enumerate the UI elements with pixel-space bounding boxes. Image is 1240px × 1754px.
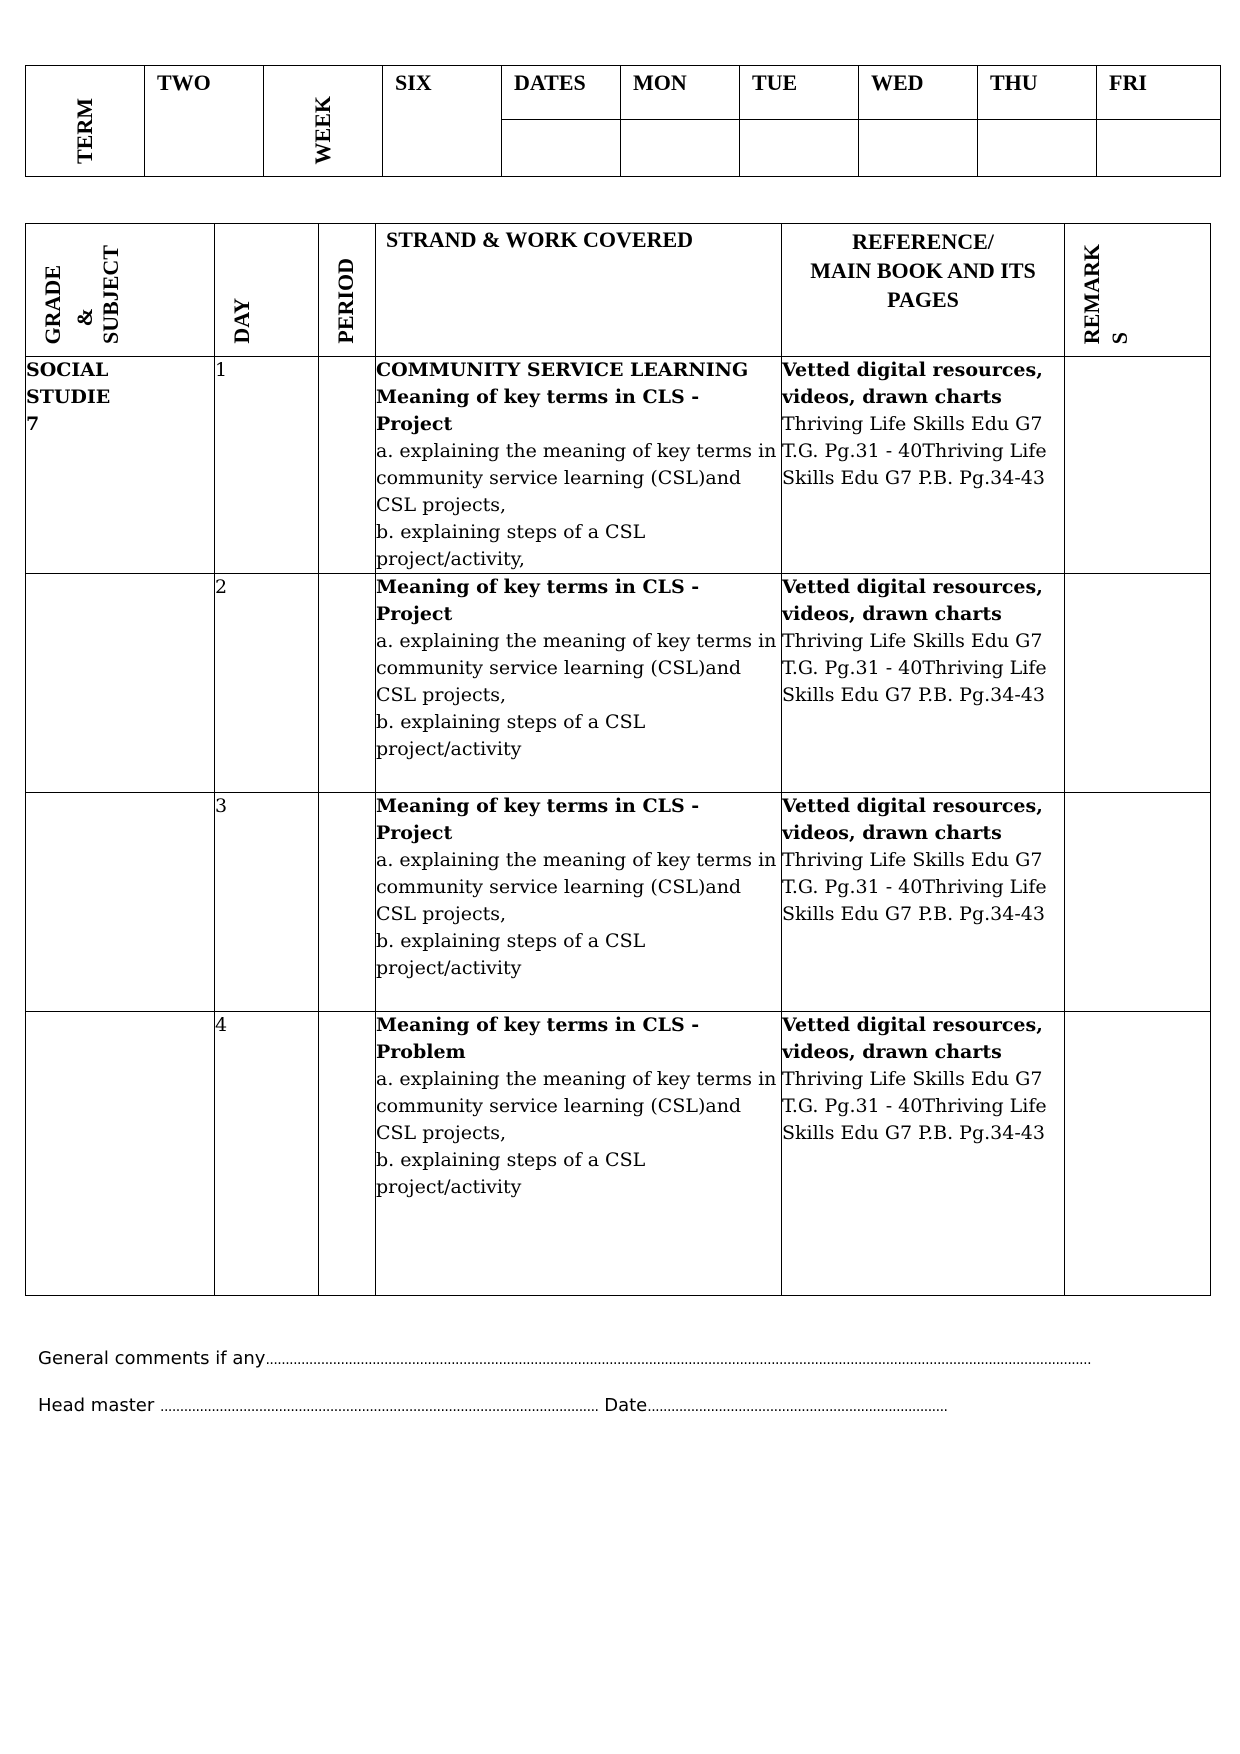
- day-header-mon: MON: [621, 66, 740, 120]
- reference-header: [782, 224, 1065, 357]
- date-entry-fri[interactable]: [1097, 120, 1221, 177]
- ref-books: Thriving Life Skills Edu G7 T.G. Pg.31 - 40Thriving Life Skills Edu G7 P.B. Pg.34-43: [782, 1068, 1047, 1144]
- subject-cell: [26, 357, 215, 574]
- dates-entry-cell[interactable]: [502, 120, 621, 177]
- detail-a: a. explaining the meaning of key terms in community service learning (CSL)and CSL projects,: [376, 440, 777, 516]
- head-master-label: Head master: [38, 1395, 155, 1416]
- day-header-fri: FRI: [1097, 66, 1221, 120]
- subject-line3: 7: [26, 413, 40, 435]
- strand-cell: [376, 357, 782, 574]
- week-value: SIX: [383, 66, 502, 177]
- term-week-table: [25, 65, 1221, 177]
- table-row: [26, 1012, 1211, 1296]
- day-cell: 3: [215, 793, 319, 1012]
- date-entry-thu[interactable]: [978, 120, 1097, 177]
- day-header-wed: WED: [859, 66, 978, 120]
- date-entry-wed[interactable]: [859, 120, 978, 177]
- subject-line2: STUDIE: [26, 386, 111, 408]
- ref-resources: Vetted digital resources, videos, drawn charts: [782, 576, 1043, 625]
- head-master-line: [38, 1395, 947, 1416]
- strand-header-text: STRAND & WORK COVERED: [386, 227, 694, 252]
- table-row: [26, 357, 1211, 574]
- strand-cell: [376, 793, 782, 1012]
- period-cell[interactable]: [319, 574, 376, 793]
- day-cell: 1: [215, 357, 319, 574]
- remarks-header-line2: S: [1107, 331, 1132, 344]
- dates-label: DATES: [502, 66, 621, 120]
- remarks-cell[interactable]: [1065, 1012, 1211, 1296]
- detail-a: a. explaining the meaning of key terms in community service learning (CSL)and CSL projects,: [376, 630, 777, 706]
- grade-header-text: GRADE: [40, 264, 65, 344]
- ref-books: Thriving Life Skills Edu G7 T.G. Pg.31 - 40Thriving Life Skills Edu G7 P.B. Pg.34-43: [782, 413, 1047, 489]
- reference-cell: [782, 574, 1065, 793]
- day-cell: 4: [215, 1012, 319, 1296]
- subject-cell: [26, 793, 215, 1012]
- strand-cell: [376, 574, 782, 793]
- remarks-header-line1: REMARK: [1079, 243, 1104, 344]
- period-cell[interactable]: [319, 357, 376, 574]
- reference-header-line1: REFERENCE/: [852, 229, 994, 254]
- topic-line: Meaning of key terms in CLS -: [376, 386, 700, 408]
- topic-line: Meaning of key terms in CLS -: [376, 795, 700, 817]
- day-header: [215, 224, 319, 357]
- topic-line2: Project: [376, 603, 453, 625]
- detail-b: b. explaining steps of a CSL project/activity: [376, 1149, 646, 1198]
- date-entry-tue[interactable]: [740, 120, 859, 177]
- topic-line2: Project: [376, 413, 453, 435]
- ref-books: Thriving Life Skills Edu G7 T.G. Pg.31 - 40Thriving Life Skills Edu G7 P.B. Pg.34-43: [782, 849, 1047, 925]
- detail-a: a. explaining the meaning of key terms in community service learning (CSL)and CSL projects,: [376, 849, 777, 925]
- date-entry-mon[interactable]: [621, 120, 740, 177]
- scheme-of-work-table: [25, 223, 1211, 1296]
- subject-cell: [26, 1012, 215, 1296]
- day-cell: 2: [215, 574, 319, 793]
- strand-cell: [376, 1012, 782, 1296]
- strand-heading: COMMUNITY SERVICE LEARNING: [376, 359, 749, 381]
- day-header-thu: THU: [978, 66, 1097, 120]
- topic-line2: Problem: [376, 1041, 466, 1063]
- reference-cell: [782, 1012, 1065, 1296]
- reference-header-line2: MAIN BOOK AND ITS: [810, 258, 1036, 283]
- ref-resources: Vetted digital resources, videos, drawn charts: [782, 1014, 1043, 1063]
- day-header-tue: TUE: [740, 66, 859, 120]
- detail-b: b. explaining steps of a CSL project/activity: [376, 930, 646, 979]
- general-comments-field[interactable]: .................................................................................................................................................................................................................: [265, 1352, 1092, 1368]
- remarks-cell[interactable]: [1065, 574, 1211, 793]
- term-label: TERM: [72, 98, 97, 164]
- subject-cell: [26, 574, 215, 793]
- date-label: Date: [604, 1395, 648, 1416]
- remarks-cell[interactable]: [1065, 357, 1211, 574]
- day-header-text: DAY: [229, 298, 254, 344]
- detail-b: b. explaining steps of a CSL project/activity,: [376, 521, 646, 570]
- period-cell[interactable]: [319, 793, 376, 1012]
- reference-cell: [782, 793, 1065, 1012]
- general-comments-label: General comments if any: [38, 1348, 266, 1369]
- topic-line: Meaning of key terms in CLS -: [376, 1014, 700, 1036]
- ref-books: Thriving Life Skills Edu G7 T.G. Pg.31 - 40Thriving Life Skills Edu G7 P.B. Pg.34-43: [782, 630, 1047, 706]
- table-row: [26, 574, 1211, 793]
- period-header-text: PERIOD: [333, 258, 358, 344]
- date-field[interactable]: ............................................................................: [647, 1399, 948, 1415]
- reference-cell: [782, 357, 1065, 574]
- ampersand-header-text: &: [72, 307, 97, 326]
- detail-b: b. explaining steps of a CSL project/activity: [376, 711, 646, 760]
- head-master-field[interactable]: ...............................................................................................................: [160, 1399, 599, 1415]
- table-row: [26, 793, 1211, 1012]
- detail-a: a. explaining the meaning of key terms in community service learning (CSL)and CSL projects,: [376, 1068, 777, 1144]
- ref-resources: Vetted digital resources, videos, drawn charts: [782, 795, 1043, 844]
- general-comments-line: [38, 1348, 1091, 1369]
- subject-line1: SOCIAL: [26, 359, 109, 381]
- term-value: TWO: [145, 66, 264, 177]
- week-label: WEEK: [310, 95, 335, 164]
- period-header: [319, 224, 376, 357]
- strand-header: [376, 224, 782, 357]
- week-label-cell: [264, 66, 383, 177]
- period-cell[interactable]: [319, 1012, 376, 1296]
- term-label-cell: [26, 66, 145, 177]
- subject-header-text: SUBJECT: [98, 244, 123, 344]
- reference-header-line3: PAGES: [887, 287, 959, 312]
- remarks-cell[interactable]: [1065, 793, 1211, 1012]
- remarks-header: [1065, 224, 1211, 357]
- ref-resources: Vetted digital resources, videos, drawn charts: [782, 359, 1043, 408]
- grade-subject-header: [26, 224, 215, 357]
- topic-line: Meaning of key terms in CLS -: [376, 576, 700, 598]
- topic-line2: Project: [376, 822, 453, 844]
